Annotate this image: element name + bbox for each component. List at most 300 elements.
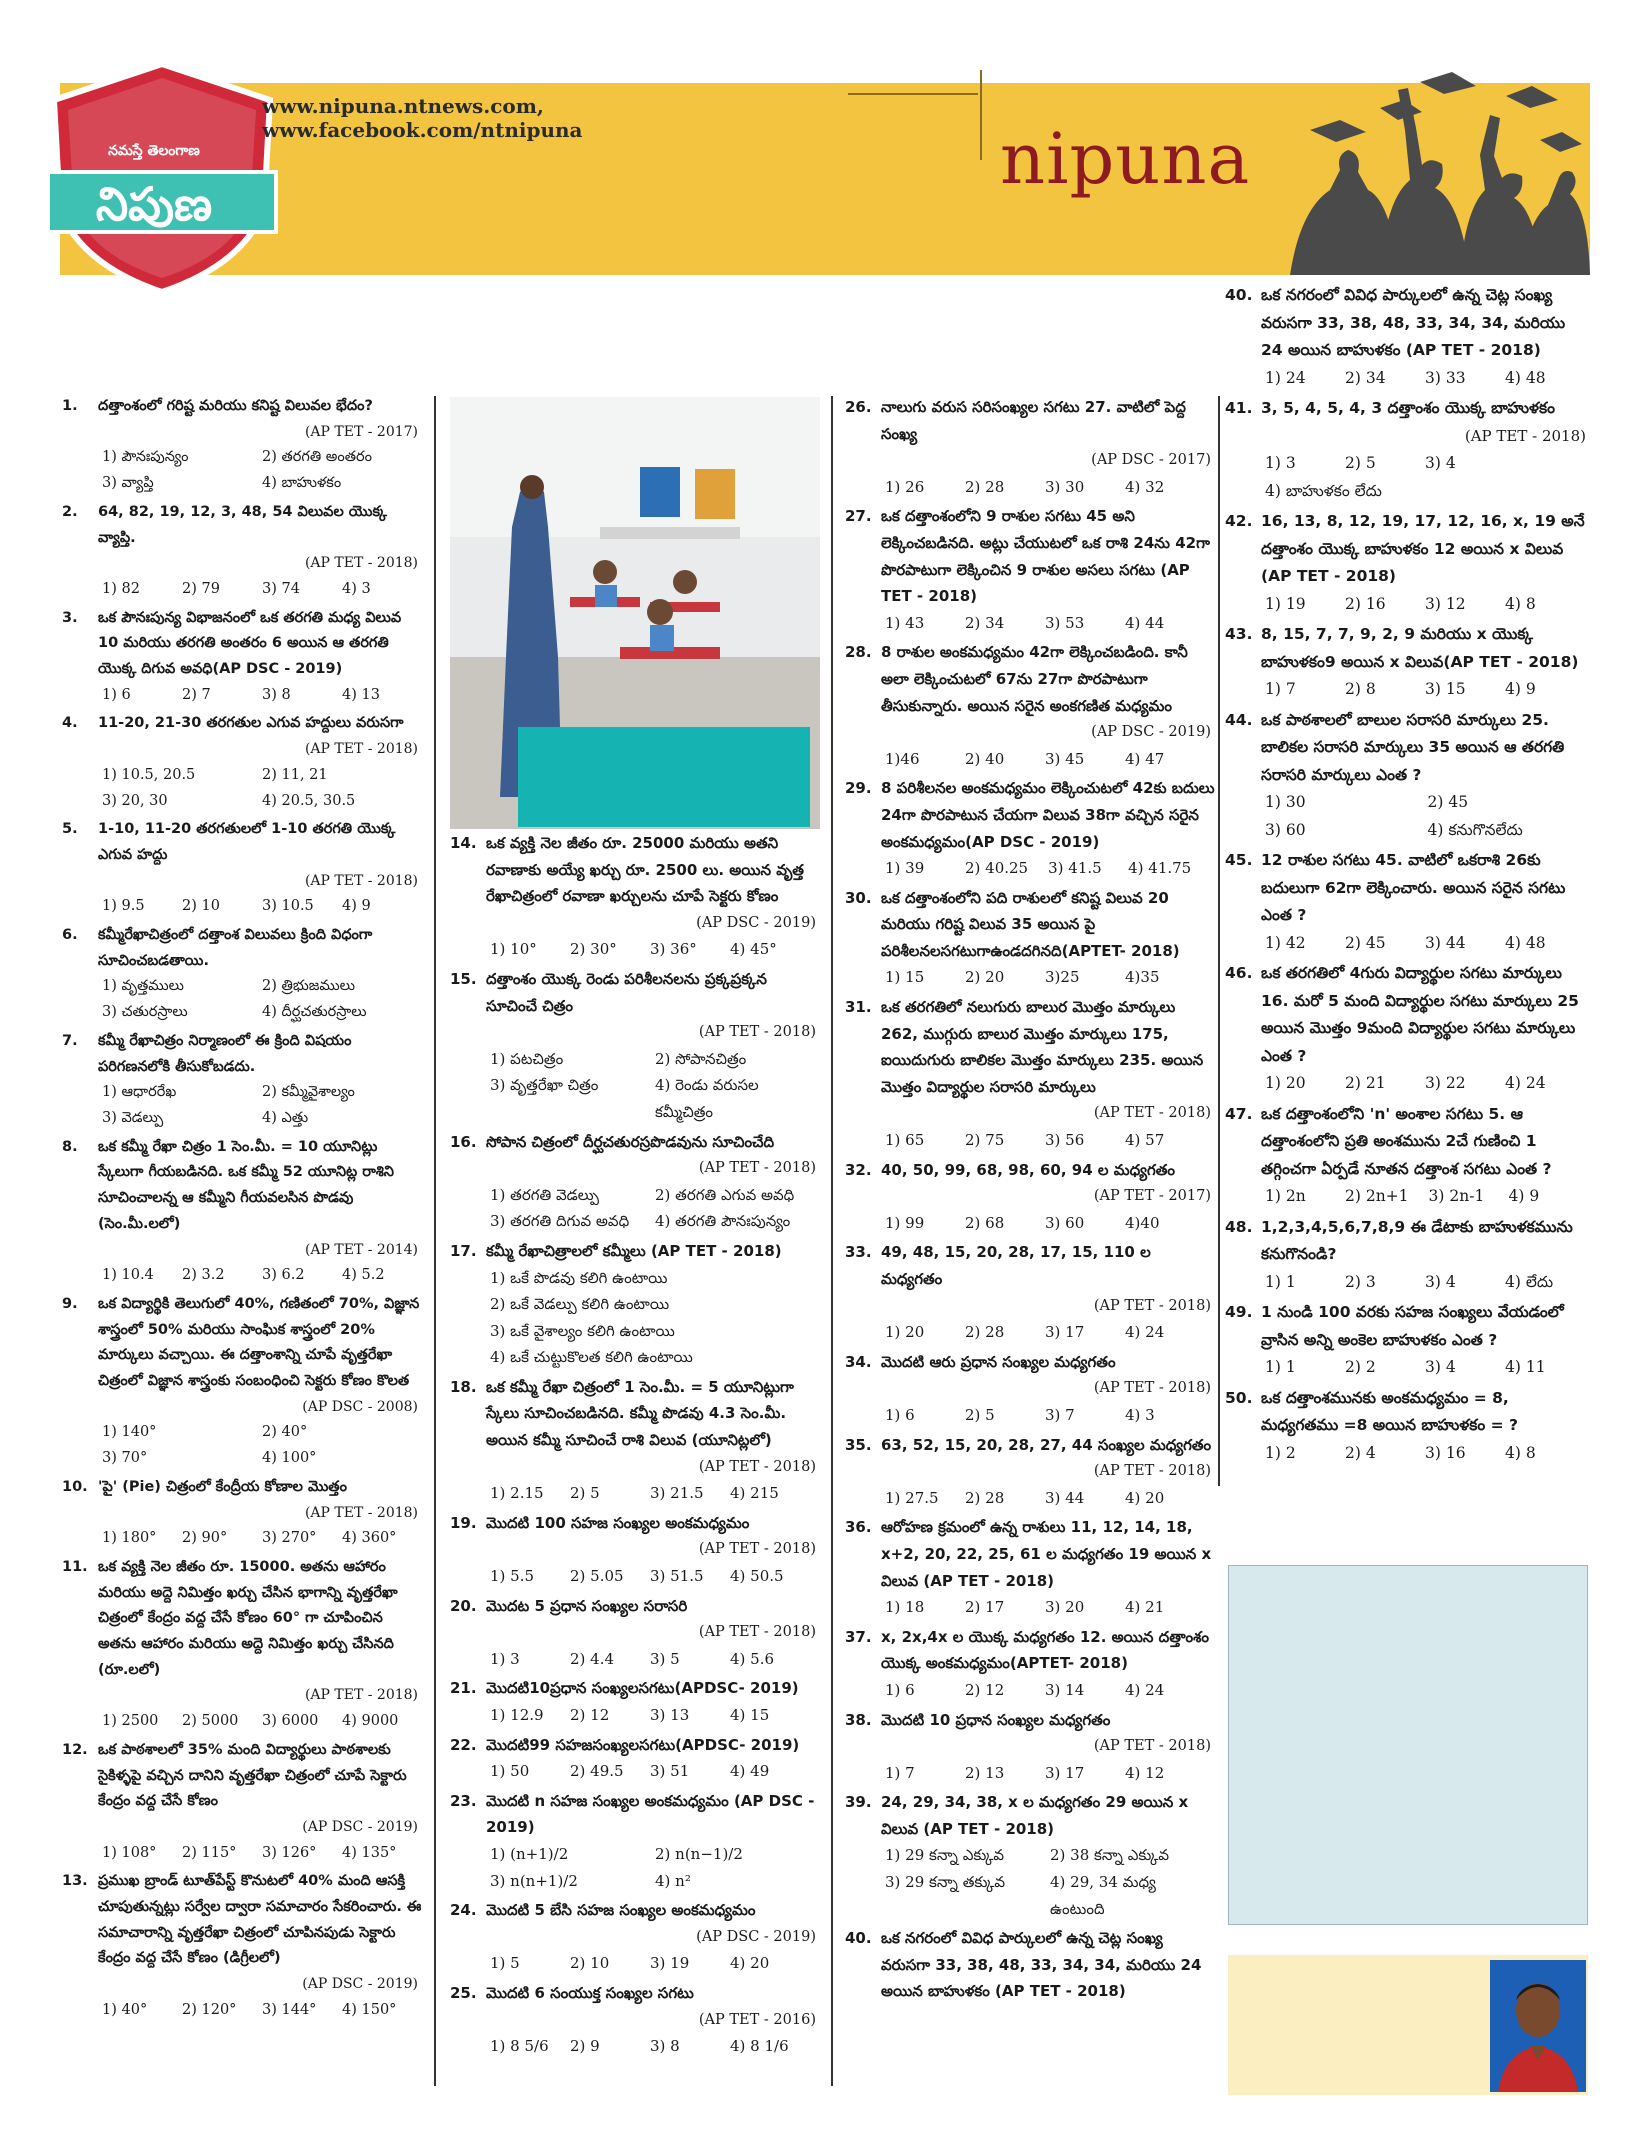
answer-option: 3) 144° — [262, 2001, 317, 2018]
question-text: 8 పరిశీలనల అంకమధ్యమం లెక్కించుటలో 42కు బదులు 24గా పొరపాటున చేయగా విలువ 38గా వచ్చిన సరైన అంకమధ్యమం(AP DSC - 2019) — [881, 779, 1215, 851]
options-list — [845, 1760, 1215, 1787]
options-list — [62, 894, 422, 920]
answer-option: 3) 41.5 — [1048, 859, 1102, 878]
question-source: (AP TET - 2018) — [1093, 1105, 1211, 1122]
question-head — [1225, 707, 1590, 790]
options-list — [1225, 1070, 1590, 1098]
answer-option: 1) 2 — [1265, 1443, 1296, 1462]
question-head — [845, 1432, 1215, 1459]
answer-option: 2) 30° — [570, 940, 617, 959]
question-text: 11-20, 21-30 తరగతుల ఎగువ హద్దులు వరుసగా — [98, 715, 404, 732]
answer-option: 4) 215 — [730, 1484, 779, 1503]
question-number: 12. — [62, 1741, 88, 1758]
answer-option: 3) 44 — [1425, 933, 1466, 952]
answer-option: 1) 30 — [1265, 793, 1306, 811]
options-list — [1225, 676, 1590, 704]
options-list — [62, 1998, 422, 2024]
answer-option: 4) 20 — [1125, 1488, 1165, 1507]
options-list — [845, 474, 1215, 501]
options-list — [62, 1841, 422, 1867]
question-text: ఒక దత్తాంశంలోని 'n' అంశాల సగటు 5. ఆ దత్తాంశంలోని ప్రతి అంశమును 2చే గుణించి 1 తగ్గించగా ఏర్పడే నూతన దత్తాంశ సగటు ఎంత ? — [1261, 1104, 1552, 1178]
question-source: (AP TET - 2018) — [304, 555, 418, 572]
answer-option: 1) 20 — [1265, 1074, 1306, 1092]
answer-option: 4) 3 — [1125, 1405, 1155, 1424]
answer-option: 3) 2n-1 — [1428, 1187, 1485, 1205]
answer-option: 3) 17 — [1045, 1763, 1085, 1782]
answer-option: 1) 20 — [885, 1323, 925, 1342]
question-number: 18. — [450, 1377, 477, 1396]
answer-option: 2) 120° — [182, 2001, 237, 2018]
answer-option: 3) 74 — [262, 580, 300, 597]
answer-option: 1) 5 — [490, 1954, 520, 1973]
options-list — [450, 1758, 820, 1785]
question-text: ప్రముఖ బ్రాండ్ టూత్‌పేస్ట్ కొనుటలో 40% మంది ఆసక్తి చూపుతున్నట్లు సర్వేల ద్వారా సమాచారం సేకరించారు. ఈ సమాచారాన్ని వృత్తరేఖా చిత్రంలో చూపినపుడు సెక్టారు కేంద్రం వద్ద చేసే కోణం (డిగ్రీలలో) — [98, 1873, 422, 1967]
answer-option: 4) కనుగొనలేదు — [1427, 820, 1523, 839]
question-head — [1225, 1101, 1590, 1184]
options-list — [845, 1210, 1215, 1237]
question-number: 22. — [450, 1735, 477, 1754]
answer-option: 4) 47 — [1125, 749, 1165, 768]
question-head — [450, 1129, 820, 1156]
answer-option: 2) 12 — [965, 1680, 1005, 1699]
question-head — [1225, 1385, 1590, 1440]
answer-option: 2) 5000 — [182, 1713, 239, 1730]
options-list — [450, 1646, 820, 1673]
column-2 — [450, 830, 820, 2063]
question-source: (AP TET - 2016) — [698, 2011, 816, 2028]
answer-option: 3) 70° — [102, 1450, 148, 1467]
answer-option: 2) 5.05 — [570, 1567, 624, 1586]
question-item — [1225, 960, 1590, 1098]
answer-option: 2) 49.5 — [570, 1762, 624, 1781]
answer-option: 2) 5 — [965, 1405, 995, 1424]
column-divider — [831, 396, 833, 2086]
answer-option: 1) పౌనఃపున్యం — [102, 449, 189, 466]
options-list — [450, 1046, 820, 1126]
answer-option: 4) ఎత్తు — [262, 1109, 309, 1126]
question-text: దత్తాంశంలో గరిష్ట మరియు కనిష్ట విలువల భేదం? — [98, 398, 373, 414]
column-4 — [1225, 282, 1590, 1470]
question-head — [845, 1157, 1215, 1184]
question-number: 46. — [1225, 964, 1253, 982]
facebook-url[interactable]: www.facebook.com/ntnipuna — [262, 118, 583, 142]
question-item — [62, 394, 422, 497]
answer-option: 4) 41.75 — [1128, 859, 1192, 878]
question-text: ఒక కమ్మీ రేఖా చిత్రం 1 సెం.మీ. = 10 యూనిట్లు స్కేలుగా గీయబడినది. ఒక కమ్మీ 52 యూనిట్ల రాశిని సూచించాలన్న ఆ కమ్మీని గీయవలసిన పొడవు (సెం.మీ.లలో) — [98, 1138, 394, 1232]
question-item — [62, 606, 422, 709]
options-list — [450, 1563, 820, 1590]
answer-option: 4) 9 — [1505, 680, 1536, 698]
answer-option: 1) 2n — [1265, 1187, 1306, 1205]
question-text: 'పై' (Pie) చిత్రంలో కేంద్రీయ కోణాల మొత్తం — [98, 1478, 347, 1495]
answer-option: 1) 2.15 — [490, 1484, 544, 1503]
question-number: 32. — [845, 1160, 872, 1179]
question-item — [845, 394, 1215, 500]
question-head — [1225, 960, 1590, 1070]
question-number: 31. — [845, 998, 872, 1017]
question-text: మొదటి ఆరు ప్రధాన సంఖ్యల మధ్యగతం — [881, 1352, 1116, 1371]
question-number: 7. — [62, 1032, 78, 1049]
answer-option: 2) 34 — [1345, 368, 1386, 387]
answer-option: 3) 29 కన్నా తక్కువ — [885, 1873, 1006, 1892]
answer-option: 1) 9.5 — [102, 898, 145, 915]
column-divider — [434, 396, 436, 2086]
answer-option: 1) 10.4 — [102, 1267, 154, 1284]
logo-tagline: నమస్తే తెలంగాణ — [108, 143, 200, 159]
question-text: ఒక నగరంలో వివిధ పార్కులలో ఉన్న చెట్ల సంఖ్య వరుసగా 33, 38, 48, 33, 34, 34, మరియు 24 అయిన బాహుళకం (AP TET - 2018) — [1261, 286, 1566, 359]
question-source: (AP TET - 2018) — [304, 741, 418, 758]
answer-option: 1) 140° — [102, 1424, 157, 1441]
question-number: 25. — [450, 1983, 477, 2002]
question-item — [62, 1135, 422, 1289]
question-item — [845, 1925, 1215, 2005]
options-list — [1225, 591, 1590, 619]
question-item — [62, 1475, 422, 1552]
question-head — [62, 1738, 422, 1815]
answer-option: 3) 51 — [650, 1762, 690, 1781]
answer-option: 2) 5 — [570, 1484, 600, 1503]
question-number: 49. — [1225, 1303, 1253, 1321]
answer-option: 3) ఒకే వైశాల్యం కలిగి ఉంటాయి — [490, 1321, 675, 1340]
question-text: ఒక తరగతిలో 4గురు విద్యార్థుల సగటు మార్కులు 16. మరో 5 మంది విద్యార్థుల సగటు మార్కులు 25 అయిన మొత్తం 9మంది విద్యార్థుల సగటు మార్కులు ఎంత ? — [1261, 964, 1579, 1065]
answer-option: 4) 24 — [1125, 1680, 1165, 1699]
question-number: 27. — [845, 507, 872, 526]
answer-option: 1) 50 — [490, 1762, 530, 1781]
answer-option: 1)46 — [885, 749, 920, 768]
question-text: ఒక దత్తాంశమునకు అంకమధ్యమం = 8, మధ్యగతము =8 అయిన బాహుళకం = ? — [1261, 1388, 1518, 1434]
question-item — [1225, 1385, 1590, 1468]
answer-option: 4) 135° — [342, 1844, 397, 1861]
question-item — [450, 1788, 820, 1894]
answer-option: 2) 45 — [1427, 793, 1469, 811]
question-number: 44. — [1225, 710, 1253, 729]
question-item — [845, 1789, 1215, 1922]
question-head — [845, 1707, 1215, 1734]
question-head — [62, 1475, 422, 1501]
answer-option: 4) 57 — [1125, 1131, 1165, 1150]
answer-option: 2) ఒకే వెడల్పు కలిగి ఉంటాయి — [490, 1295, 670, 1314]
answer-option: 1) 10° — [490, 940, 537, 959]
answer-option: 2) 28 — [965, 1323, 1005, 1342]
question-item — [1225, 1101, 1590, 1211]
answer-option: 4) 9 — [1508, 1187, 1540, 1205]
question-number: 24. — [450, 1901, 477, 1920]
question-number: 3. — [62, 609, 78, 626]
question-number: 36. — [845, 1518, 872, 1537]
question-number: 16. — [450, 1132, 477, 1151]
question-number: 40. — [1225, 286, 1253, 304]
question-head — [450, 1675, 820, 1702]
question-number: 47. — [1225, 1104, 1253, 1123]
options-list — [845, 855, 1215, 882]
question-number: 30. — [845, 888, 872, 907]
question-text: ఒక పాఠశాలలో 35% మంది విద్యార్థులు పాఠశాలకు సైకిళ్ళపై వచ్చిన దానిని వృత్తరేఖా చిత్రంలో చూపే సెక్టారు కేంద్రం వద్ద చేసే కోణం — [98, 1741, 407, 1810]
answer-option: 2) 17 — [965, 1598, 1005, 1617]
question-source: (AP TET - 2018) — [698, 1458, 816, 1475]
answer-option: 2) త్రిభుజములు — [262, 978, 355, 995]
answer-option: 1) 29 కన్నా ఎక్కువ — [885, 1846, 1005, 1865]
question-head — [1225, 847, 1590, 930]
options-list — [450, 1702, 820, 1729]
site-urls — [262, 94, 582, 142]
question-head — [62, 606, 422, 683]
question-text: సోపాన చిత్రంలో దీర్ఘచతురస్రపొడవును సూచించేది — [486, 1132, 775, 1151]
author-photo — [1490, 1960, 1586, 2092]
answer-option: 1) 43 — [885, 613, 925, 632]
answer-option: 4) n² — [655, 1871, 691, 1890]
question-head — [62, 1292, 422, 1395]
question-text: ఒక దత్తాంశంలోని 9 రాశుల సగటు 45 అని లెక్కించబడినది. అట్లు చేయుటలో ఒక రాశి 24ను 42గా పొరపాటుగా లెక్కించిన 9 రాశుల అసలు సగటు (AP TET - 2018) — [881, 507, 1210, 606]
question-head — [845, 503, 1215, 609]
question-text: మొదటి 10 ప్రధాన సంఖ్యల మధ్యగతం — [881, 1710, 1111, 1729]
question-source: (AP DSC - 2019) — [302, 1976, 418, 1993]
answer-option: 4) 5.2 — [342, 1267, 385, 1284]
question-text: ఒక వ్యక్తి నెల జీతం రూ. 25000 మరియు అతని రవాణాకు అయ్యే ఖర్చు రూ. 2500 లు. అయిన వృత్త రేఖాచిత్రంలో రవాణా ఖర్చులను చూపే సెక్టరు కోణం — [486, 834, 804, 906]
question-item — [450, 1129, 820, 1235]
question-number: 9. — [62, 1295, 78, 1312]
options-list — [845, 1319, 1215, 1346]
answer-option: 1) 99 — [885, 1213, 925, 1232]
question-text: 40, 50, 99, 68, 98, 60, 94 ల మధ్యగతం — [881, 1160, 1175, 1179]
question-text: మొదట 5 ప్రధాన సంఖ్యల సరాసరి — [486, 1596, 688, 1615]
options-list — [450, 1841, 820, 1894]
answer-option: 3) 126° — [262, 1844, 317, 1861]
answer-option: 3) తరగతి దిగువ అవధి — [490, 1212, 630, 1231]
header-divider — [980, 70, 982, 160]
question-item — [450, 1675, 820, 1728]
teal-callout-box — [518, 727, 810, 827]
question-head — [1225, 1299, 1590, 1354]
question-item — [450, 1510, 820, 1590]
question-source: (AP TET - 2018) — [698, 1024, 816, 1041]
question-text: 3, 5, 4, 5, 4, 3 దత్తాంశం యొక్క బాహుళకం — [1261, 399, 1555, 417]
options-list — [62, 974, 422, 1025]
question-source: (AP TET - 2018) — [304, 872, 418, 889]
answer-option: 4) 5.6 — [730, 1649, 775, 1668]
question-source: (AP TET - 2018) — [304, 1687, 418, 1704]
question-head — [450, 1980, 820, 2007]
options-list — [845, 746, 1215, 773]
answer-option: 3) వృత్తరేఖా చిత్రం — [490, 1076, 599, 1095]
question-source: (AP TET - 2018) — [1093, 1738, 1211, 1755]
question-source: (AP TET - 2017) — [304, 423, 418, 440]
question-text: నాలుగు వరుస సరిసంఖ్యల సగటు 27. వాటిలో పెద్ద సంఖ్య — [881, 398, 1186, 443]
answer-option: 2) 9 — [570, 2037, 600, 2056]
column-3 — [845, 394, 1215, 2008]
question-text: ఒక దత్తాంశంలోని పది రాశులలో కనిష్ట విలువ 20 మరియు గరిష్ట విలువ 35 అయిన పై పరిశీలనలసగటుగాఉండదగినది(APTET- 2018) — [881, 888, 1180, 960]
question-item — [62, 1029, 422, 1132]
options-list — [845, 1842, 1215, 1922]
question-item — [450, 1732, 820, 1785]
question-item — [62, 1738, 422, 1867]
question-text: 1,2,3,4,5,6,7,8,9 ఈ డేటాకు బాహుళకమును కనుగొనండి? — [1261, 1217, 1573, 1263]
answer-option: 4) 24 — [1125, 1323, 1165, 1342]
options-list — [450, 1480, 820, 1507]
answer-option: 4) 32 — [1125, 477, 1165, 496]
answer-option: 2) 16 — [1345, 594, 1386, 613]
answer-option: 1) 40° — [102, 2001, 148, 2018]
answer-option: 4) లేదు — [1505, 1272, 1554, 1291]
answer-option: 3) 60 — [1265, 820, 1306, 839]
answer-option: 4) తరగతి పౌనఃపున్యం — [655, 1212, 791, 1231]
question-head — [62, 1869, 422, 1972]
question-item — [450, 1374, 820, 1507]
advertisement-box — [1228, 1565, 1588, 1925]
question-number: 23. — [450, 1791, 477, 1810]
answer-option: 2) 45 — [1345, 933, 1386, 952]
answer-option: 2) సోపానచిత్రం — [655, 1049, 747, 1068]
question-head — [450, 830, 820, 910]
question-head — [62, 1029, 422, 1080]
question-item — [845, 994, 1215, 1154]
question-head — [845, 1239, 1215, 1292]
answer-option: 1) వృత్తములు — [102, 978, 184, 995]
answer-option: 4) 8 — [1505, 594, 1536, 613]
options-list — [1225, 365, 1590, 393]
answer-option: 1) 18 — [885, 1598, 925, 1617]
options-list — [62, 1420, 422, 1471]
answer-option: 4) 45° — [730, 940, 777, 959]
answer-option: 1) 6 — [885, 1680, 915, 1699]
question-text: కమ్మీ రేఖాచిత్రాలలో కమ్మీలు (AP TET - 2018) — [486, 1241, 782, 1260]
answer-option: 1) ఆధారరేఖ — [102, 1084, 177, 1101]
answer-option: 4) బాహుళకం లేదు — [1265, 481, 1382, 500]
answer-option: 1) 42 — [1265, 933, 1306, 952]
answer-option: 2) 20 — [965, 968, 1005, 987]
answer-option: 2) 2n+1 — [1345, 1187, 1409, 1205]
question-item — [62, 1555, 422, 1735]
brand-title: nipuna — [1000, 118, 1251, 200]
question-head — [62, 500, 422, 551]
column-divider — [1218, 396, 1220, 1486]
question-head — [450, 1510, 820, 1537]
answer-option: 2) n(n−1)/2 — [655, 1844, 743, 1863]
question-text: 63, 52, 15, 20, 28, 27, 44 సంఖ్యల మధ్యగతం — [881, 1435, 1212, 1454]
answer-option: 4) 150° — [342, 2001, 397, 2018]
question-text: 16, 13, 8, 12, 19, 17, 12, 16, x, 19 అనే దత్తాంశం యొక్క బాహుళకం 12 అయిన x విలువ (AP TET - 2018) — [1261, 512, 1585, 585]
question-text: ఒక పాఠశాలలో బాలుల సరాసరి మార్కులు 25. బాలికల సరాసరి మార్కులు 35 అయిన ఆ తరగతి సరాసరి మార్కులు ఎంత ? — [1261, 710, 1565, 784]
answer-option: 1) 7 — [1265, 680, 1296, 698]
options-list — [450, 1265, 820, 1371]
question-head — [62, 817, 422, 868]
question-source: (AP DSC - 2019) — [696, 914, 816, 931]
answer-option: 2) 34 — [965, 613, 1005, 632]
answer-option: 4) 8 — [1505, 1443, 1536, 1462]
options-list — [62, 1080, 422, 1131]
answer-option: 2) 90° — [182, 1530, 228, 1547]
question-item — [450, 1593, 820, 1673]
question-text: ఒక తరగతిలో నలుగురు బాలుర మొత్తం మార్కులు 262, ముగ్గురు బాలుర మొత్తం మార్కులు 175, ఐయిదుగురు బాలికల మొత్తం మార్కులు 235. అయిన మొత్తం విద్యార్థుల సరాసరి మార్కులు — [881, 998, 1204, 1096]
question-head — [62, 711, 422, 737]
answer-option: 2) 10 — [570, 1954, 610, 1973]
question-head — [1225, 621, 1590, 676]
answer-option: 4) 21 — [1125, 1598, 1165, 1617]
answer-option: 2) 40° — [262, 1424, 308, 1441]
website-url[interactable]: www.nipuna.ntnews.com, — [262, 94, 544, 118]
question-number: 19. — [450, 1513, 477, 1532]
question-source: (AP TET - 2018) — [698, 1160, 816, 1177]
answer-option: 1) 6 — [885, 1405, 915, 1424]
answer-option: 4) 3 — [342, 580, 371, 597]
answer-option: 2) 38 కన్నా ఎక్కువ — [1050, 1846, 1170, 1865]
answer-option: 2) 12 — [570, 1706, 610, 1724]
answer-option: 1) 7 — [885, 1763, 915, 1782]
options-list — [845, 1677, 1215, 1704]
question-text: ఆరోహణ క్రమంలో ఉన్న రాశులు 11, 12, 14, 18, x+2, 20, 22, 25, 61 ల మధ్యగతం 19 అయిన x విలువ (AP TET - 2018) — [881, 1518, 1212, 1590]
question-number: 21. — [450, 1679, 477, 1698]
question-number: 26. — [845, 398, 872, 416]
answer-option: 4) 48 — [1505, 933, 1546, 952]
answer-option: 3) 30 — [1045, 477, 1085, 496]
question-number: 8. — [62, 1138, 78, 1155]
column-1 — [62, 394, 422, 2027]
answer-option: 3) 6000 — [262, 1713, 319, 1730]
question-head — [845, 1349, 1215, 1376]
header-divider — [848, 93, 978, 95]
question-head — [450, 1238, 820, 1265]
answer-option: 1) 24 — [1265, 368, 1306, 387]
question-text: ఒక పౌనఃపున్య విభాజనంలో ఒక తరగతి మధ్య విలువ 10 మరియు తరగతి అంతరం 6 అయిన ఆ తరగతి యొక్క దిగువ అవధి(AP DSC - 2019) — [98, 609, 402, 678]
question-item — [1225, 282, 1590, 392]
question-item — [1225, 707, 1590, 845]
question-head — [450, 966, 820, 1019]
answer-option: 4) 13 — [342, 686, 380, 703]
question-item — [845, 503, 1215, 636]
question-number: 4. — [62, 715, 78, 732]
answer-option: 3) 16 — [1425, 1443, 1466, 1462]
question-head — [1225, 508, 1590, 591]
question-source: (AP TET - 2014) — [304, 1241, 418, 1258]
options-list — [62, 577, 422, 603]
answer-option: 4)40 — [1125, 1213, 1160, 1232]
question-number: 43. — [1225, 625, 1253, 643]
question-item — [1225, 395, 1590, 505]
question-text: మొదటి10ప్రధాన సంఖ్యలసగటు(APDSC- 2019) — [486, 1679, 799, 1698]
answer-option: 2) 10 — [182, 898, 220, 915]
answer-option: 1) 26 — [885, 477, 925, 496]
question-text: ఒక కమ్మీ రేఖా చిత్రంలో 1 సెం.మీ. = 5 యూనిట్లుగా స్కేలు సూచించబడినది. కమ్మీ పొడవు 4.3 సెం.మీ. అయిన కమ్మీ సూచించే రాశి విలువ (యూనిట్లలో) — [486, 1377, 794, 1450]
answer-option: 2) 21 — [1345, 1074, 1386, 1092]
answer-option: 3) 14 — [1045, 1680, 1085, 1699]
question-text: 12 రాశుల సగటు 45. వాటిలో ఒకరాశి 26కు బదులుగా 62గా లెక్కించారు. అయిన సరైన సగటు ఎంత ? — [1261, 851, 1566, 924]
answer-option: 1) 3 — [490, 1649, 520, 1668]
options-list — [62, 445, 422, 496]
answer-option: 1) 5.5 — [490, 1567, 535, 1586]
question-number: 28. — [845, 643, 872, 662]
question-text: దత్తాంశం యొక్క రెండు పరిశీలనలను ప్రక్కప్రక్కన సూచించే చిత్రం — [486, 969, 767, 1015]
answer-option: 3) 7 — [1045, 1405, 1075, 1424]
options-list — [1225, 1440, 1590, 1468]
question-head — [845, 994, 1215, 1100]
question-text: 64, 82, 19, 12, 3, 48, 54 విలువల యొక్క వ్యాప్తి. — [98, 503, 388, 546]
question-text: మొదటి 100 సహజ సంఖ్యల అంకమధ్యమం — [486, 1513, 750, 1532]
answer-option: 4) 24 — [1505, 1074, 1546, 1092]
answer-option: 3) 19 — [650, 1954, 690, 1973]
question-source: (AP DSC - 2019) — [302, 1818, 418, 1835]
question-number: 37. — [845, 1627, 872, 1646]
question-text: ఒక నగరంలో వివిధ పార్కులలో ఉన్న చెట్ల సంఖ్య వరుసగా 33, 38, 48, 33, 34, 34, మరియు 24 అయిన బాహుళకం (AP TET - 2018) — [881, 1929, 1202, 2001]
question-text: మొదటి 6 సంయుక్త సంఖ్యల సగటు — [486, 1983, 694, 2002]
answer-option: 1) 1 — [1265, 1358, 1296, 1376]
answer-option: 4) 9 — [342, 898, 371, 915]
question-head — [845, 1624, 1215, 1677]
options-list — [1225, 930, 1590, 958]
question-text: కమ్మీరేఖాచిత్రంలో దత్తాంశ విలువలు క్రింది విధంగా సూచించబడతాయి. — [98, 927, 373, 969]
answer-option: 3) 8 — [262, 686, 291, 703]
answer-option: 1) 108° — [102, 1844, 157, 1861]
question-number: 48. — [1225, 1217, 1253, 1236]
answer-option: 3) 20 — [1045, 1598, 1085, 1617]
